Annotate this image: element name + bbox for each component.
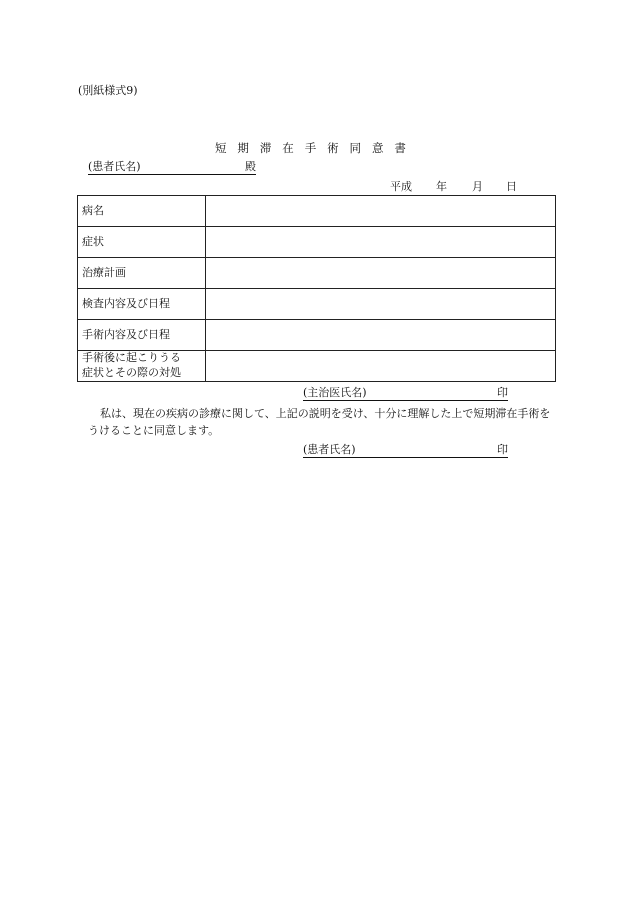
form-number-label: (別紙様式9) [78,84,138,97]
row-value-surgery[interactable] [206,320,556,351]
row-label-treatment-plan: 治療計画 [78,258,206,289]
table-row [78,258,556,289]
document-title: 短期滞在手術同意書 [215,141,417,155]
explanation-table [77,195,556,382]
patient-name-line[interactable] [88,160,256,175]
row-value-examination[interactable] [206,289,556,320]
patient-signature-label: (患者氏名) [303,443,356,456]
row-value-disease[interactable] [206,196,556,227]
doctor-signature-line[interactable] [303,386,508,401]
row-label-post-op-line2: 症状とその際の対処 [82,366,181,379]
row-value-post-op[interactable] [206,351,556,382]
date-line [390,180,517,193]
row-label-disease: 病名 [78,196,206,227]
table-row [78,351,556,382]
table-row [78,227,556,258]
row-label-symptoms: 症状 [78,227,206,258]
date-era-label: 平成 [390,180,412,193]
row-value-treatment-plan[interactable] [206,258,556,289]
table-row [78,320,556,351]
row-label-post-op [78,351,206,382]
doctor-seal-label: 印 [497,386,508,399]
consent-statement: 私は、現在の疾病の診療に関して、上記の説明を受け、十分に理解した上で短期滞在手術をうけることに同意します。 [88,407,551,438]
honorific-label: 殿 [245,160,256,173]
row-value-symptoms[interactable] [206,227,556,258]
row-label-post-op-line1: 手術後に起こりうる [82,351,181,365]
row-label-examination: 検査内容及び日程 [78,289,206,320]
doctor-name-label: (主治医氏名) [303,386,367,399]
table-row [78,196,556,227]
date-day-label: 日 [506,180,517,193]
date-month-label: 月 [472,180,483,193]
row-label-surgery: 手術内容及び日程 [78,320,206,351]
table-row [78,289,556,320]
date-year-label: 年 [436,180,447,193]
patient-signature-line[interactable] [303,443,508,458]
patient-seal-label: 印 [497,443,508,456]
patient-name-label: (患者氏名) [88,160,141,173]
